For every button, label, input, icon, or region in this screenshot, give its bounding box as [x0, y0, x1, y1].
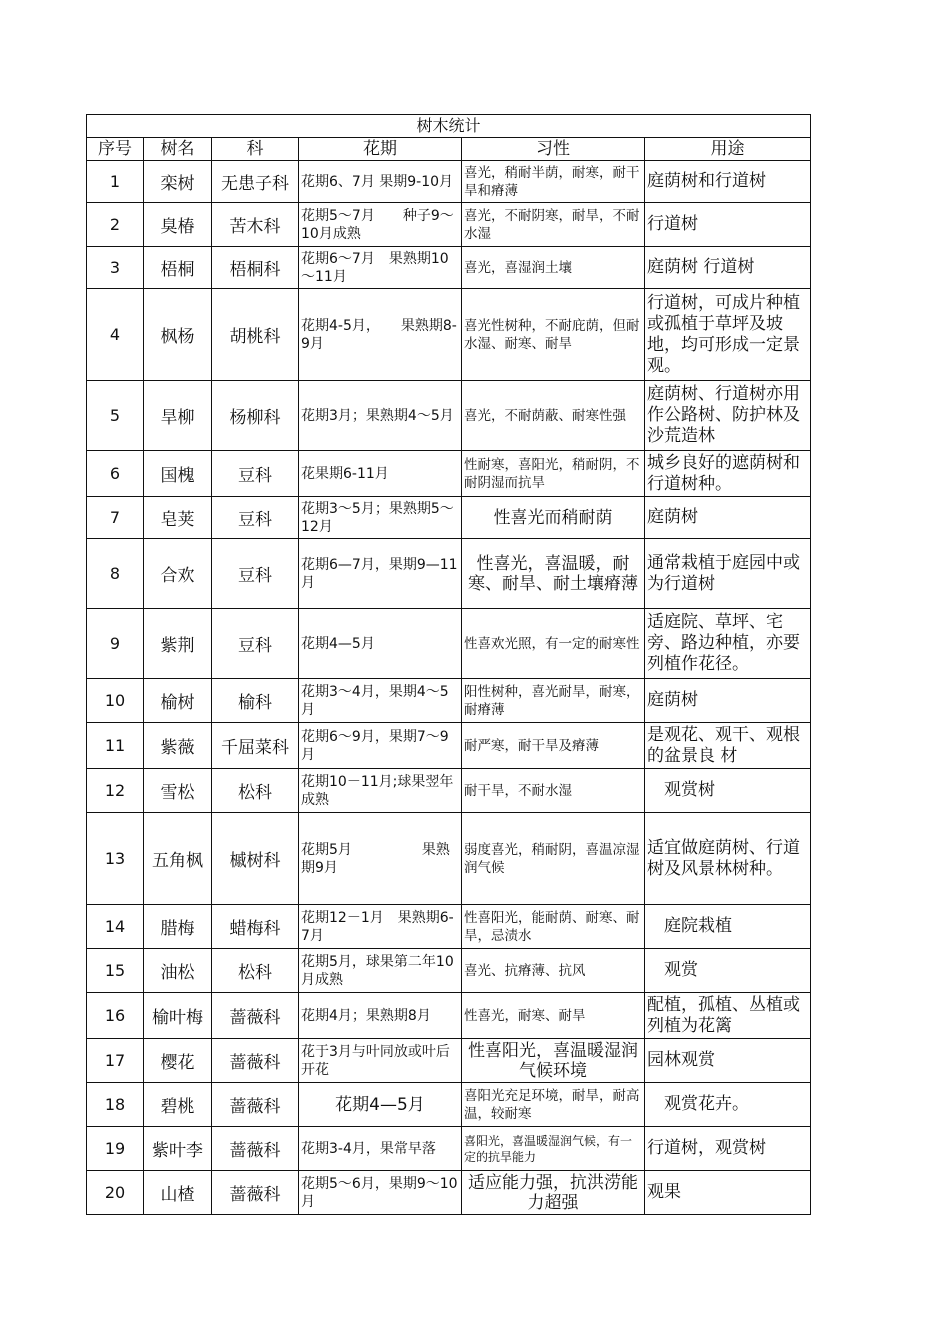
cell-family: 蔷薇科: [212, 1127, 299, 1171]
cell-use: 观赏树: [645, 769, 811, 813]
cell-flowering: 花于3月与叶同放或叶后开花: [299, 1039, 462, 1083]
cell-use: 通常栽植于庭园中或为行道树: [645, 539, 811, 609]
cell-habit: 性喜光，耐寒、耐旱: [462, 993, 645, 1039]
cell-no: 9: [87, 609, 144, 679]
cell-use: 城乡良好的遮荫树和行道树种。: [645, 451, 811, 497]
cell-use: 庭荫树和行道树: [645, 161, 811, 203]
cell-flowering: 花期6～7月 果熟期10～11月: [299, 247, 462, 289]
cell-habit: 喜光，不耐阴寒，耐旱，不耐水湿: [462, 203, 645, 247]
cell-family: 蔷薇科: [212, 1171, 299, 1215]
cell-habit: 喜光，不耐荫蔽、耐寒性强: [462, 381, 645, 451]
cell-family: 蔷薇科: [212, 1083, 299, 1127]
table-row: [87, 289, 811, 381]
cell-flowering: 花期10－11月;球果翌年成熟: [299, 769, 462, 813]
cell-tree-name: 碧桃: [144, 1083, 212, 1127]
cell-use: 庭荫树、行道树亦用作公路树、防护林及沙荒造林: [645, 381, 811, 451]
cell-use: 庭院栽植: [645, 905, 811, 949]
cell-flowering: 花期12－1月 果熟期6-7月: [299, 905, 462, 949]
cell-use: 行道树，观赏树: [645, 1127, 811, 1171]
header-habit: 习性: [462, 138, 645, 161]
cell-tree-name: 雪松: [144, 769, 212, 813]
table-row: [87, 1171, 811, 1215]
cell-family: 无患子科: [212, 161, 299, 203]
cell-no: 5: [87, 381, 144, 451]
cell-habit: 性耐寒，喜阳光，稍耐阴，不耐阴湿而抗旱: [462, 451, 645, 497]
cell-habit: 喜光，稍耐半荫，耐寒，耐干旱和瘠薄: [462, 161, 645, 203]
table-row: [87, 905, 811, 949]
cell-family: 千屈菜科: [212, 723, 299, 769]
table-row: [87, 497, 811, 539]
cell-no: 4: [87, 289, 144, 381]
cell-no: 17: [87, 1039, 144, 1083]
header-row: [87, 138, 811, 161]
cell-no: 8: [87, 539, 144, 609]
header-no: 序号: [87, 138, 144, 161]
cell-use: 庭荫树: [645, 497, 811, 539]
cell-family: 梧桐科: [212, 247, 299, 289]
cell-flowering: 花期3～5月；果熟期5～12月: [299, 497, 462, 539]
cell-habit: 适应能力强，抗洪涝能力超强: [462, 1171, 645, 1215]
cell-flowering: 花期6、7月 果期9-10月: [299, 161, 462, 203]
cell-flowering: 花期3月；果熟期4～5月: [299, 381, 462, 451]
cell-habit: 喜光，喜湿润土壤: [462, 247, 645, 289]
table-row: [87, 813, 811, 905]
table-body: [87, 161, 811, 1215]
cell-no: 2: [87, 203, 144, 247]
cell-use: 行道树: [645, 203, 811, 247]
cell-family: 槭树科: [212, 813, 299, 905]
cell-flowering: 花期3～4月，果期4～5月: [299, 679, 462, 723]
cell-habit: 性喜阳光，喜温暖湿润气候环境: [462, 1039, 645, 1083]
table-row: [87, 769, 811, 813]
cell-family: 蜡梅科: [212, 905, 299, 949]
table-row: [87, 1083, 811, 1127]
cell-no: 13: [87, 813, 144, 905]
cell-family: 松科: [212, 769, 299, 813]
cell-family: 蔷薇科: [212, 1039, 299, 1083]
cell-flowering: 花期5～7月 种子9～10月成熟: [299, 203, 462, 247]
cell-family: 豆科: [212, 539, 299, 609]
cell-tree-name: 紫叶李: [144, 1127, 212, 1171]
cell-tree-name: 榆树: [144, 679, 212, 723]
cell-tree-name: 油松: [144, 949, 212, 993]
cell-use: 观赏: [645, 949, 811, 993]
cell-family: 苦木科: [212, 203, 299, 247]
cell-use: 观赏花卉。: [645, 1083, 811, 1127]
table-row: [87, 247, 811, 289]
cell-habit: 性喜欢光照，有一定的耐寒性: [462, 609, 645, 679]
cell-use: 适宜做庭荫树、行道树及风景林树种。: [645, 813, 811, 905]
cell-use: 园林观赏: [645, 1039, 811, 1083]
table-row: [87, 161, 811, 203]
cell-no: 11: [87, 723, 144, 769]
cell-flowering: 花期4—5月: [299, 609, 462, 679]
cell-family: 豆科: [212, 609, 299, 679]
cell-tree-name: 紫薇: [144, 723, 212, 769]
cell-habit: 喜阳光充足环境，耐旱，耐高温，较耐寒: [462, 1083, 645, 1127]
cell-no: 15: [87, 949, 144, 993]
cell-habit: 喜光、抗瘠薄、抗风: [462, 949, 645, 993]
cell-no: 16: [87, 993, 144, 1039]
header-use: 用途: [645, 138, 811, 161]
cell-tree-name: 臭椿: [144, 203, 212, 247]
cell-flowering: 花果期6-11月: [299, 451, 462, 497]
table-row: [87, 381, 811, 451]
cell-use: 庭荫树: [645, 679, 811, 723]
cell-no: 14: [87, 905, 144, 949]
cell-use: 配植，孤植、丛植或列植为花篱: [645, 993, 811, 1039]
cell-flowering: 花期4月；果熟期8月: [299, 993, 462, 1039]
cell-tree-name: 皂荚: [144, 497, 212, 539]
cell-no: 3: [87, 247, 144, 289]
cell-family: 杨柳科: [212, 381, 299, 451]
cell-no: 1: [87, 161, 144, 203]
cell-habit: 喜光性树种，不耐庇荫，但耐水湿、耐寒、耐旱: [462, 289, 645, 381]
cell-no: 20: [87, 1171, 144, 1215]
cell-use: 是观花、观干、观根的盆景良 材: [645, 723, 811, 769]
cell-habit: 弱度喜光，稍耐阴，喜温凉湿润气候: [462, 813, 645, 905]
cell-tree-name: 梧桐: [144, 247, 212, 289]
table-row: [87, 539, 811, 609]
cell-flowering: 花期5月 果熟期9月: [299, 813, 462, 905]
table-row: [87, 1127, 811, 1171]
table-row: [87, 609, 811, 679]
cell-tree-name: 樱花: [144, 1039, 212, 1083]
header-flowering: 花期: [299, 138, 462, 161]
cell-flowering: 花期4—5月: [299, 1083, 462, 1127]
cell-habit: 耐严寒，耐干旱及瘠薄: [462, 723, 645, 769]
cell-no: 12: [87, 769, 144, 813]
cell-habit: 耐干旱，不耐水湿: [462, 769, 645, 813]
cell-use: 行道树，可成片种植或孤植于草坪及坡地，均可形成一定景观。: [645, 289, 811, 381]
cell-tree-name: 腊梅: [144, 905, 212, 949]
cell-flowering: 花期5～6月，果期9～10月: [299, 1171, 462, 1215]
cell-tree-name: 国槐: [144, 451, 212, 497]
cell-family: 豆科: [212, 451, 299, 497]
table-row: [87, 993, 811, 1039]
cell-tree-name: 旱柳: [144, 381, 212, 451]
cell-flowering: 花期3-4月，果常早落: [299, 1127, 462, 1171]
table-row: [87, 949, 811, 993]
table-row: [87, 1039, 811, 1083]
cell-tree-name: 栾树: [144, 161, 212, 203]
cell-flowering: 花期6—7月，果期9—11月: [299, 539, 462, 609]
table-title: 树木统计: [87, 115, 811, 138]
cell-tree-name: 合欢: [144, 539, 212, 609]
cell-habit: 性喜光而稍耐荫: [462, 497, 645, 539]
cell-tree-name: 五角枫: [144, 813, 212, 905]
cell-habit: 阳性树种，喜光耐旱，耐寒，耐瘠薄: [462, 679, 645, 723]
table-row: [87, 723, 811, 769]
header-family: 科: [212, 138, 299, 161]
cell-habit: 喜阳光，喜温暖湿润气候，有一定的抗旱能力: [462, 1127, 645, 1171]
cell-no: 6: [87, 451, 144, 497]
cell-family: 蔷薇科: [212, 993, 299, 1039]
cell-no: 10: [87, 679, 144, 723]
cell-tree-name: 榆叶梅: [144, 993, 212, 1039]
table-row: [87, 203, 811, 247]
cell-use: 观果: [645, 1171, 811, 1215]
cell-no: 18: [87, 1083, 144, 1127]
cell-tree-name: 枫杨: [144, 289, 212, 381]
cell-tree-name: 山楂: [144, 1171, 212, 1215]
cell-use: 适庭院、草坪、宅旁、路边种植，亦要列植作花径。: [645, 609, 811, 679]
cell-tree-name: 紫荆: [144, 609, 212, 679]
cell-use: 庭荫树 行道树: [645, 247, 811, 289]
cell-family: 榆科: [212, 679, 299, 723]
cell-no: 7: [87, 497, 144, 539]
cell-flowering: 花期4-5月， 果熟期8-9月: [299, 289, 462, 381]
cell-family: 松科: [212, 949, 299, 993]
cell-flowering: 花期5月，球果第二年10月成熟: [299, 949, 462, 993]
cell-no: 19: [87, 1127, 144, 1171]
tree-statistics-sheet: [86, 114, 810, 1215]
cell-habit: 性喜光，喜温暖，耐寒、耐旱、耐土壤瘠薄: [462, 539, 645, 609]
header-name: 树名: [144, 138, 212, 161]
tree-statistics-table: [86, 114, 811, 1215]
cell-family: 胡桃科: [212, 289, 299, 381]
table-row: [87, 679, 811, 723]
cell-flowering: 花期6～9月，果期7～9月: [299, 723, 462, 769]
cell-habit: 性喜阳光，能耐荫、耐寒、耐旱，忌渍水: [462, 905, 645, 949]
table-row: [87, 451, 811, 497]
cell-family: 豆科: [212, 497, 299, 539]
